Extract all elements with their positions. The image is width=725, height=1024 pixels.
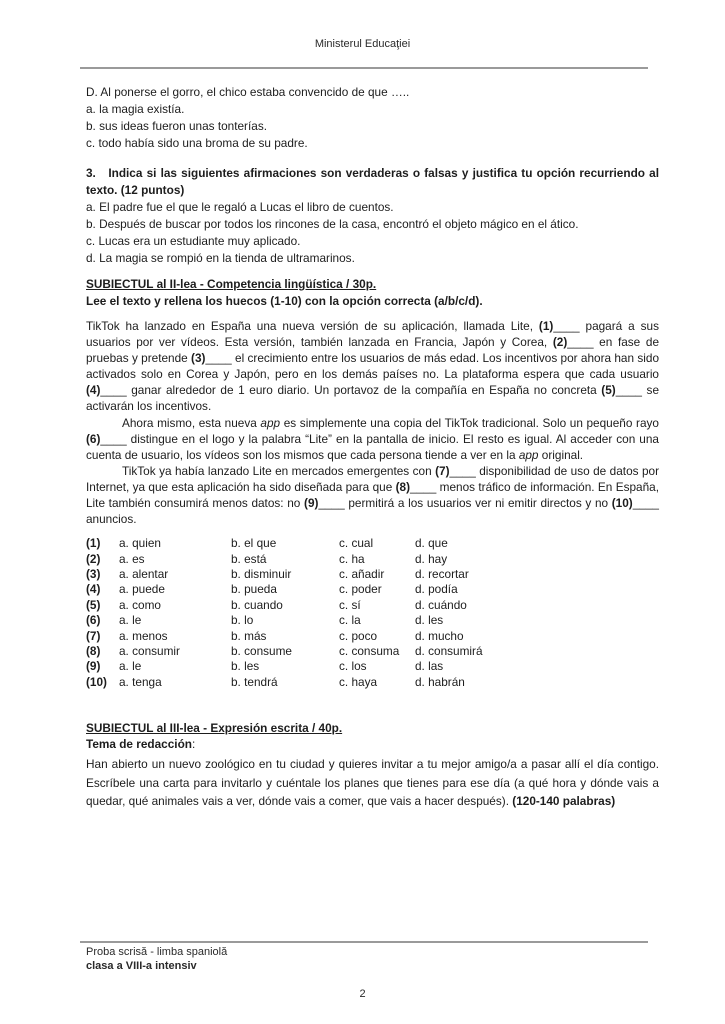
option-num: (1) [86,536,101,551]
option-d: d. les [415,613,444,628]
cloze-passage [86,318,659,527]
exercise3-statement: c. Lucas era un estudiante muy aplicado. [86,234,301,248]
header-rule [80,67,648,69]
text-segment: (9) [304,496,319,511]
option-row [86,598,659,613]
text-segment: (2) [552,335,568,350]
option-a: a. quien [119,536,161,551]
exercise3-heading: 3. Indica si las siguientes afirmaciones son verdaderas o falsas y justifica tu opción recurriendo al texto. (12 puntos) [86,166,659,197]
option-a: a. como [119,597,161,612]
option-a: a. le [119,613,142,628]
option-num: (3) [86,567,101,582]
footer-exam-type: Proba scrisă - limba spaniolă [86,946,228,958]
option-num: (8) [86,644,101,659]
option-c: c. haya [339,674,378,689]
text-segment: (120-140 palabras) [512,793,616,808]
text-segment: ____ disponibilidad de uso de datos por Internet, ya que esta aplicación ha sido diseñada para que [86,463,660,494]
option-num: (2) [86,551,101,566]
text-segment: : [192,736,196,751]
text-segment: Tema de redacción [86,736,192,751]
option-b: b. el que [231,536,277,551]
footer-class: clasa a VIII-a intensiv [86,959,197,972]
text-segment: (4) [86,383,101,398]
option-b: b. lo [231,613,254,628]
option-row [86,659,659,674]
passage-paragraph-1 [86,318,659,415]
option-b: b. les [231,659,260,674]
text-segment: (3) [191,351,206,366]
text-segment: (5) [601,383,616,398]
option-row [86,613,659,628]
text-segment: Han abierto un nuevo zoológico en tu ciudad y quieres invitar a tu mejor amigo/a a pasar allí el día contigo. Escríbele una carta para invitarlo y cuéntale los planes que tienes para ese día (a qué hora y dónde vais a quedar, qué animales vais a ver, dónde vais a comer, que vais a hacer después). [86,757,659,808]
text-segment: es simplemente una copia del TikTok tradicional. Solo un pequeño rayo [280,415,659,430]
page-number: 2 [359,988,366,1000]
option-b: b. más [231,628,267,643]
passage-paragraph-2 [86,415,659,463]
text-segment: TikTok ha lanzado en España una nueva versión de su aplicación, llamada Lite, [86,319,539,333]
text-segment: ____ el crecimiento entre los usuarios de más edad. Los incentivos por ahora han sido activados solo en Corea y Japón, pero en los demás países no. La plataforma espera que cada usuario [86,351,660,382]
text-segment: Ahora mismo, esta nueva [122,415,261,430]
writing-prompt [86,755,659,810]
option-b: b. cuando [231,597,283,612]
option-num: (4) [86,582,101,597]
subject3-block [86,721,659,810]
question-d-option: b. sus ideas fueron unas tonterías. [86,119,267,133]
question-d-options [86,101,659,152]
subject3-tema-label [86,737,659,753]
option-b: b. disminuir [231,567,292,582]
text-segment: ____ ganar alrededor de 1 euro diario. Un portavoz de la compañía en España no concreta [100,383,602,398]
option-row [86,567,659,582]
option-row [86,675,659,690]
option-a: a. le [119,659,142,674]
footer-rule [80,941,648,943]
passage-paragraph-3 [86,463,659,527]
options-table [86,536,659,690]
page-footer [80,941,648,973]
text-segment: (7) [435,463,450,478]
option-a: a. consumir [119,644,180,659]
option-d: d. consumirá [415,644,483,659]
option-a: a. puede [119,582,165,597]
option-b: b. está [231,551,267,566]
text-segment: ____ en fase de pruebas y pretende [86,335,660,366]
option-c: c. poder [339,582,382,597]
option-d: d. hay [415,551,448,566]
option-c: c. los [339,659,367,674]
option-d: d. mucho [415,628,464,643]
subject3-title: SUBIECTUL al III-lea - Expresión escrita / 40p. [86,721,343,736]
option-num: (6) [86,613,101,628]
option-num: (7) [86,628,101,643]
question-d-option: a. la magia existía. [86,102,185,116]
text-segment: app [518,447,539,462]
text-segment: TikTok ya había lanzado Lite en mercados emergentes con [122,463,436,478]
option-d: d. las [415,659,444,674]
question-d-option: c. todo había sido una broma de su padre. [86,136,308,150]
text-segment: app [260,415,281,430]
option-num: (9) [86,659,101,674]
option-d: d. cuándo [415,597,467,612]
option-row [86,552,659,567]
option-c: c. ha [339,551,365,566]
text-segment: ____ se activarán los incentivos. [86,383,659,414]
exercise3-statement: d. La magia se rompió en la tienda de ultramarinos. [86,251,355,265]
option-c: c. consuma [339,644,400,659]
option-c: c. poco [339,628,378,643]
option-a: a. alentar [119,567,169,582]
option-row [86,644,659,659]
text-segment: (1) [538,319,554,333]
option-row [86,582,659,597]
option-d: d. que [415,536,448,551]
header-title: Ministerul Educaţiei [314,38,411,50]
option-b: b. tendrá [231,674,278,689]
text-segment: ____ permitirá a los usuarios ver ni emitir directos y no [318,496,612,511]
text-segment: ____ anuncios. [86,496,659,527]
option-b: b. pueda [231,582,277,597]
exercise3-block [86,165,659,267]
exercise3-statement: a. El padre fue el que le regaló a Lucas el libro de cuentos. [86,200,394,214]
option-a: a. es [119,551,145,566]
text-segment: (8) [395,479,411,494]
text-segment: ____ distingue en el logo y la palabra “Lite” en la pantalla de inicio. El resto es igual. Al acceder con una cuenta de usuario, los vídeos son los mismos que cada persona tiende a ver en la [86,431,659,462]
option-num: (10) [86,674,107,689]
option-a: a. menos [119,628,168,643]
text-segment: (10) [611,496,633,511]
exercise3-statement: b. Después de buscar por todos los rincones de la casa, encontró el objeto mágico en el ático. [86,217,579,231]
option-d: d. recortar [415,567,469,582]
text-segment: original. [538,447,584,462]
text-segment: (6) [86,431,101,446]
option-c: c. cual [339,536,374,551]
option-c: c. añadir [339,567,385,582]
option-row [86,629,659,644]
option-d: d. habrán [415,674,465,689]
option-num: (5) [86,597,101,612]
question-d-stem: D. Al ponerse el gorro, el chico estaba convencido de que ….. [86,85,410,99]
text-segment: ____ pagará a sus usuarios por ver vídeos. Esta versión, también lanzada en Francia, Japón y Corea, [86,319,659,350]
option-c: c. la [339,613,361,628]
text-segment: ____ menos tráfico de información. En España, Lite también consumirá menos datos: no [86,479,659,511]
option-c: c. sí [339,597,361,612]
option-d: d. podía [415,582,458,597]
subject2-header [86,276,659,310]
option-b: b. consume [231,644,292,659]
page-content [86,84,659,810]
subject2-title: SUBIECTUL al II-lea - Competencia lingüística / 30p. [86,277,377,291]
exercise3-statements [86,199,659,267]
option-a: a. tenga [119,674,162,689]
question-d-block [86,84,659,152]
subject2-instruction: Lee el texto y rellena los huecos (1-10) con la opción correcta (a/b/c/d). [86,294,483,308]
option-row [86,536,659,551]
